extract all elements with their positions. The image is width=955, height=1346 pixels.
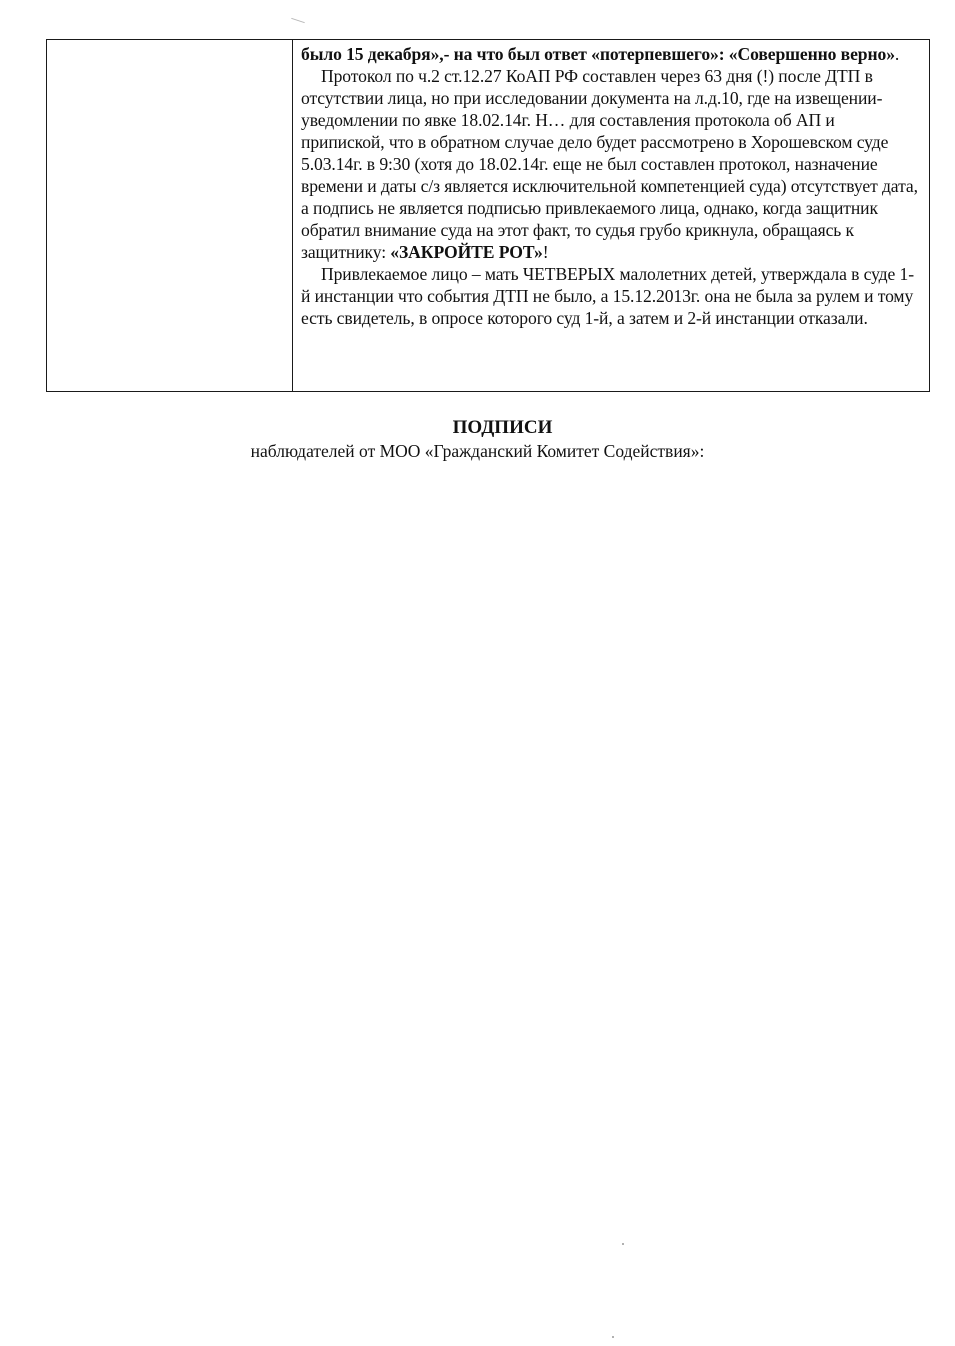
scan-speck	[622, 1243, 624, 1245]
bold-quote: было 15 декабря»,- на что был ответ «потерпевшего»: «Совершенно верно»	[301, 44, 895, 64]
paragraph-response	[301, 43, 921, 65]
table-left-cell	[47, 40, 293, 391]
scan-speck	[612, 1336, 614, 1338]
content-table	[46, 39, 930, 392]
scan-artifact	[291, 18, 305, 23]
bold-exclamation: «ЗАКРОЙТЕ РОТ»	[390, 242, 543, 262]
protocol-text: Протокол по ч.2 ст.12.27 КоАП РФ составлен через 63 дня (!) после ДТП в отсутствии лица, но при исследовании документа на л.д.10, где на извещении-уведомлении по явке 18.02.14г. Н… для составления протокола об АП и припиской, что в обратном случае дело будет рассмотрено в Хорошевском суде 5.03.14г. в 9:30 (хотя до 18.02.14г. еще не был составлен протокол, назначение времени и даты с/з является исключительной компетенцией суда) отсутствует дата, а подпись не является подписью привлекаемого лица, однако, когда защитник обратил внимание суда на этот факт, то судья грубо крикнула, обращаясь к защитнику:	[301, 66, 918, 262]
signatures-section	[0, 416, 955, 462]
table-right-cell	[293, 40, 929, 391]
signatures-title: ПОДПИСИ	[452, 417, 553, 438]
signatures-subtitle: наблюдателей от МОО «Гражданский Комитет Содействия»:	[250, 441, 705, 461]
paragraph-defendant: Привлекаемое лицо – мать ЧЕТВЕРЫХ малолетних детей, утверждала в суде 1-й инстанции что события ДТП не было, а 15.12.2013г. она не была за рулем и тому есть свидетель, в опросе которого суд 1-й, а затем и 2-й инстанции отказали.	[301, 264, 914, 328]
paragraph-protocol	[301, 65, 921, 263]
paragraph-end: !	[542, 242, 549, 262]
paragraph-end: .	[894, 44, 900, 64]
